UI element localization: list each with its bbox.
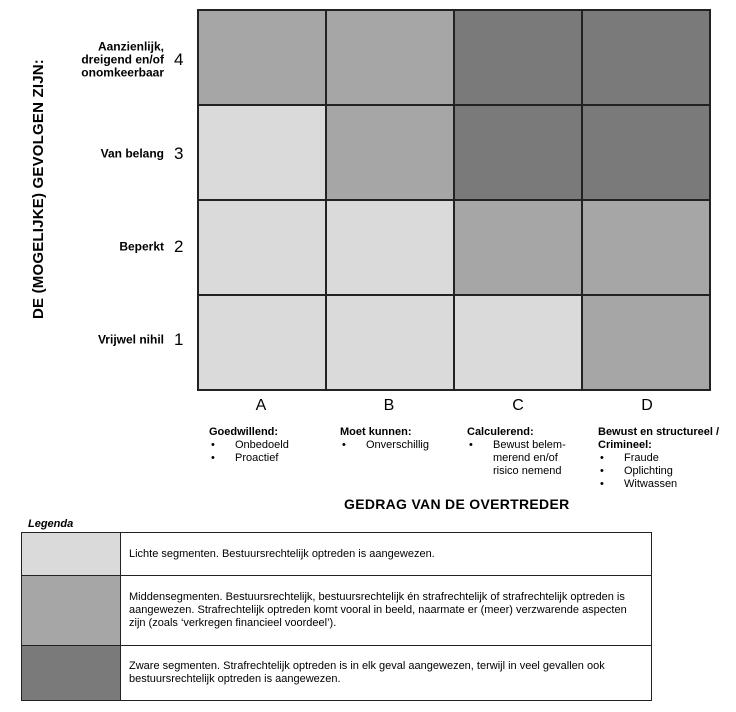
matrix-cell-1A [198, 295, 326, 390]
matrix-cell-3D [582, 105, 710, 200]
legend-row-dark [22, 646, 652, 701]
matrix-cell-4D [582, 10, 710, 105]
y-axis-title: DE (MOGELIJKE) GEVOLGEN ZIJN: [30, 59, 47, 319]
column-title-c: Calculerend: [467, 426, 534, 438]
column-letter-d: D [641, 397, 653, 414]
column-item: • Onverschillig [340, 439, 455, 452]
column-letter-b: B [383, 397, 395, 414]
column-letter-c: C [512, 397, 524, 414]
matrix-cell-1D [582, 295, 710, 390]
row-number-1: 1 [174, 330, 184, 349]
matrix-cell-3B [326, 105, 454, 200]
x-axis-title: GEDRAG VAN DE OVERTREDER [344, 496, 570, 512]
matrix-cell-3A [198, 105, 326, 200]
legend-row-medium [22, 576, 652, 646]
legend-text-dark: Zware segmenten. Strafrechtelijk optreden is in elk geval aangewezen, terwijl in veel gevallen ook bestuursrechtelijk optreden is aangewezen. [121, 646, 652, 701]
matrix-cell-2A [198, 200, 326, 295]
matrix-cell-1C [454, 295, 582, 390]
column-item: • Fraude [598, 452, 730, 465]
row-label-1: Vrijwel nihil [97, 332, 164, 347]
column-title-a: Goedwillend: [209, 426, 279, 438]
matrix-cell-2B [326, 200, 454, 295]
row-number-2: 2 [174, 237, 184, 256]
row-label-4: Aanzienlijk, dreigend en/of onomkeerbaar [81, 39, 164, 80]
legend-swatch-medium [22, 576, 121, 646]
legend-swatch-light [22, 533, 121, 576]
matrix-cell-3C [454, 105, 582, 200]
column-desc-a [209, 426, 324, 465]
matrix-cell-2C [454, 200, 582, 295]
column-item: • Bewust belem-merend en/of risico nemend [467, 439, 567, 478]
column-desc-d [598, 426, 730, 491]
row-label-2: Beperkt [119, 239, 164, 254]
matrix-cell-4B [326, 10, 454, 105]
legend-table [21, 532, 652, 701]
matrix-cell-1B [326, 295, 454, 390]
column-item: • Oplichting [598, 465, 730, 478]
column-desc-b [340, 426, 455, 452]
matrix-cell-4C [454, 10, 582, 105]
row-label-3: Van belang [100, 146, 164, 161]
legend-title: Legenda [28, 518, 74, 530]
column-title-b: Moet kunnen: [340, 426, 412, 438]
row-number-4: 4 [174, 50, 184, 69]
column-item: • Onbedoeld [209, 439, 324, 452]
legend-swatch-dark [22, 646, 121, 701]
legend-row-light [22, 533, 652, 576]
risk-matrix [197, 9, 711, 391]
column-item: • Proactief [209, 452, 324, 465]
legend-text-medium: Middensegmenten. Bestuursrechtelijk, bestuursrechtelijk én strafrechtelijk of strafrechtelijk optreden is aangewezen. Strafrechtelijk optreden komt vooral in beeld, naarmate er (meer) verzwarende aspecten zijn (zoals ‘verkregen financieel voordeel’). [121, 576, 652, 646]
matrix-cell-2D [582, 200, 710, 295]
legend-text-light: Lichte segmenten. Bestuursrechtelijk optreden is aangewezen. [121, 533, 652, 576]
matrix-cell-4A [198, 10, 326, 105]
row-number-3: 3 [174, 144, 184, 163]
column-title-d: Bewust en structureel / Crimineel: [598, 426, 720, 451]
column-letter-a: A [255, 397, 267, 414]
column-desc-c [467, 426, 579, 478]
column-item: • Witwassen [598, 478, 730, 491]
